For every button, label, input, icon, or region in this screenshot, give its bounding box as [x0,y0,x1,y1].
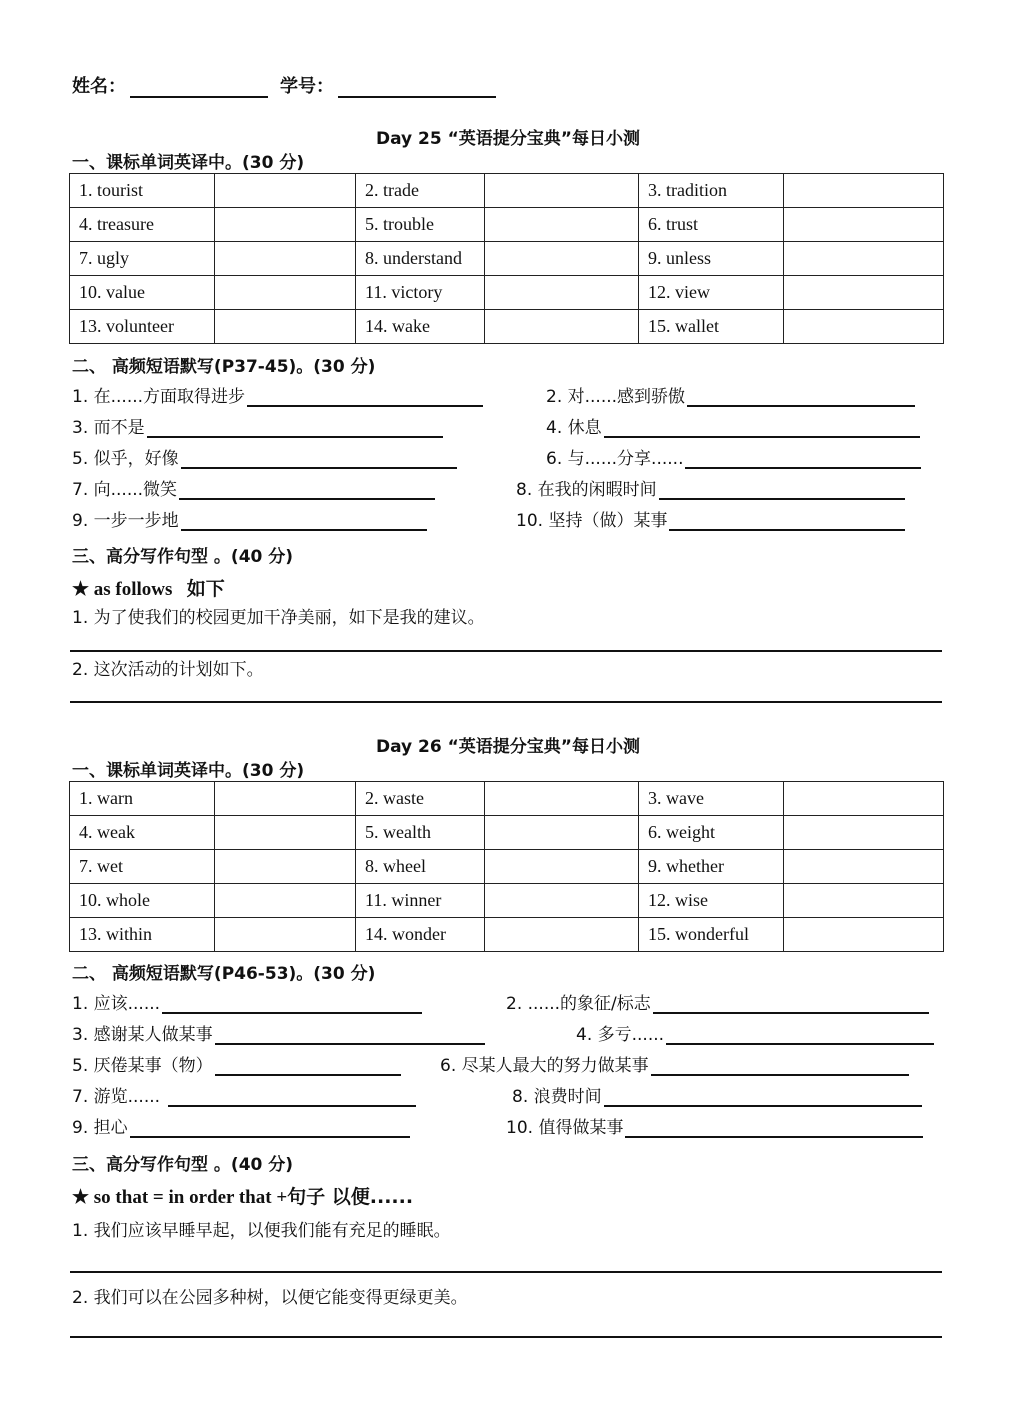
word-cell: 7. wet [70,850,215,884]
answer-cell[interactable] [784,174,944,208]
answer-cell[interactable] [485,782,639,816]
answer-blank[interactable] [685,445,921,469]
answer-cell[interactable] [215,242,356,276]
phrase-item [72,1050,401,1076]
word-cell: 13. volunteer [70,310,215,344]
answer-cell[interactable] [784,884,944,918]
answer-blank[interactable] [147,414,443,438]
answer-cell[interactable] [215,782,356,816]
answer-cell[interactable] [485,816,639,850]
answer-blank[interactable] [604,414,920,438]
answer-blank[interactable] [215,1052,401,1076]
table-row [70,242,944,276]
answer-cell[interactable] [485,276,639,310]
answer-cell[interactable] [784,782,944,816]
word-cell: 8. understand [356,242,485,276]
phrase-item [516,505,905,531]
phrase-item [546,381,915,407]
phrase-label: 3. 而不是 [72,418,145,438]
phrase-item [512,1081,922,1107]
day25-word-table [69,173,944,344]
phrase-item [72,443,457,469]
word-cell: 14. wonder [356,918,485,952]
answer-blank[interactable] [666,1021,934,1045]
answer-cell[interactable] [215,208,356,242]
day25-pattern [72,574,225,601]
answer-cell[interactable] [784,208,944,242]
answer-cell[interactable] [485,174,639,208]
answer-line[interactable] [70,1336,942,1338]
answer-cell[interactable] [784,310,944,344]
pattern-en: ★ so that = in order that + [72,1187,288,1208]
table-row [70,782,944,816]
answer-cell[interactable] [215,918,356,952]
word-cell: 4. treasure [70,208,215,242]
word-cell: 2. trade [356,174,485,208]
word-cell: 7. ugly [70,242,215,276]
phrase-item [72,474,435,500]
phrase-label: 10. 值得做某事 [506,1118,624,1138]
word-cell: 10. whole [70,884,215,918]
phrase-item [72,988,422,1014]
student-id-label: 学号： [280,76,334,97]
phrase-label: 2. 对......感到骄傲 [546,387,686,407]
word-cell: 10. value [70,276,215,310]
phrase-label: 1. 在......方面取得进步 [72,387,246,407]
answer-cell[interactable] [215,276,356,310]
answer-blank[interactable] [179,476,435,500]
phrase-item [506,988,929,1014]
student-info-header [72,72,506,98]
answer-blank[interactable] [168,1083,416,1107]
phrase-label: 4. 休息 [546,418,602,438]
answer-cell[interactable] [485,884,639,918]
word-cell: 3. wave [639,782,784,816]
day25-section1-title: 一、课标单词英译中。(30 分) [72,153,305,173]
phrase-item [440,1050,909,1076]
phrase-label: 10. 坚持（做）某事 [516,511,668,531]
day26-word-table [69,781,944,952]
answer-cell[interactable] [485,850,639,884]
answer-cell[interactable] [215,884,356,918]
answer-blank[interactable] [181,445,457,469]
day26-title: Day 26 “英语提分宝典”每日小测 [376,737,640,757]
pattern-cn: 如下 [186,578,225,600]
phrase-label: 6. 尽某人最大的努力做某事 [440,1056,649,1076]
answer-blank[interactable] [659,476,905,500]
student-id-blank[interactable] [338,76,496,98]
phrase-label: 1. 应该...... [72,994,161,1014]
answer-cell[interactable] [784,276,944,310]
phrase-label: 7. 游览...... [72,1087,161,1107]
phrase-item [72,412,443,438]
answer-blank[interactable] [625,1114,923,1138]
answer-cell[interactable] [485,242,639,276]
answer-blank[interactable] [130,1114,410,1138]
word-cell: 3. tradition [639,174,784,208]
phrase-item [72,1019,485,1045]
table-row [70,174,944,208]
phrase-label: 8. 浪费时间 [512,1087,602,1107]
answer-blank[interactable] [669,507,905,531]
phrase-label: 4. 多亏...... [576,1025,665,1045]
phrase-item [546,412,920,438]
table-row [70,310,944,344]
answer-cell[interactable] [215,816,356,850]
phrase-label: 2. ......的象征/标志 [506,994,651,1014]
phrase-item [506,1112,923,1138]
answer-blank[interactable] [162,990,422,1014]
phrase-label: 6. 与......分享...... [546,449,684,469]
word-cell: 5. trouble [356,208,485,242]
word-cell: 6. weight [639,816,784,850]
answer-line[interactable] [70,650,942,652]
word-cell: 11. victory [356,276,485,310]
word-cell: 1. tourist [70,174,215,208]
pattern-cn: 句子 以便...... [287,1186,414,1208]
word-cell: 15. wonderful [639,918,784,952]
phrase-item [72,381,483,407]
phrase-label: 7. 向......微笑 [72,480,178,500]
table-row [70,208,944,242]
day26-pattern [72,1182,413,1209]
day26-section3-title: 三、高分写作句型 。(40 分) [72,1155,294,1175]
answer-blank[interactable] [604,1083,922,1107]
phrase-label: 8. 在我的闲暇时间 [516,480,657,500]
phrase-item [72,505,427,531]
answer-blank[interactable] [653,990,929,1014]
answer-cell[interactable] [784,816,944,850]
word-cell: 9. unless [639,242,784,276]
word-cell: 14. wake [356,310,485,344]
phrase-label: 9. 一步一步地 [72,511,179,531]
phrase-item [546,443,921,469]
phrase-label: 9. 担心 [72,1118,128,1138]
answer-blank[interactable] [181,507,427,531]
phrase-label: 3. 感谢某人做某事 [72,1025,213,1045]
word-cell: 8. wheel [356,850,485,884]
answer-cell[interactable] [215,850,356,884]
phrase-item [516,474,905,500]
word-cell: 5. wealth [356,816,485,850]
answer-blank[interactable] [651,1052,909,1076]
word-cell: 2. waste [356,782,485,816]
answer-cell[interactable] [215,310,356,344]
phrase-label: 5. 似乎，好像 [72,449,179,469]
day26-section1-title: 一、课标单词英译中。(30 分) [72,761,305,781]
sentence-prompt: 2. 我们可以在公园多种树，以便它能变得更绿更美。 [72,1288,468,1308]
answer-cell[interactable] [784,242,944,276]
phrase-item [72,1081,416,1107]
word-cell: 9. whether [639,850,784,884]
day26-section2-title: 二、 高频短语默写(P46-53)。(30 分) [72,964,376,984]
answer-blank[interactable] [687,383,915,407]
phrase-item [72,1112,410,1138]
sentence-prompt: 1. 为了使我们的校园更加干净美丽，如下是我的建议。 [72,608,485,628]
word-cell: 1. warn [70,782,215,816]
table-row [70,816,944,850]
answer-cell[interactable] [485,918,639,952]
word-cell: 4. weak [70,816,215,850]
word-cell: 13. within [70,918,215,952]
day25-title: Day 25 “英语提分宝典”每日小测 [376,129,640,149]
table-row [70,918,944,952]
answer-cell[interactable] [485,310,639,344]
answer-cell[interactable] [215,174,356,208]
answer-cell[interactable] [784,850,944,884]
table-row [70,850,944,884]
day25-section3-title: 三、高分写作句型 。(40 分) [72,547,294,567]
day25-section2-title: 二、 高频短语默写(P37-45)。(30 分) [72,357,376,377]
answer-cell[interactable] [485,208,639,242]
pattern-en: ★ as follows [72,579,173,600]
table-row [70,276,944,310]
sentence-prompt: 2. 这次活动的计划如下。 [72,660,264,680]
table-row [70,884,944,918]
answer-line[interactable] [70,1271,942,1273]
answer-cell[interactable] [784,918,944,952]
word-cell: 15. wallet [639,310,784,344]
phrase-item [576,1019,934,1045]
word-cell: 11. winner [356,884,485,918]
answer-blank[interactable] [215,1021,485,1045]
sentence-prompt: 1. 我们应该早睡早起，以便我们能有充足的睡眠。 [72,1221,451,1241]
name-label: 姓名： [72,76,126,97]
answer-blank[interactable] [247,383,483,407]
word-cell: 6. trust [639,208,784,242]
word-cell: 12. view [639,276,784,310]
answer-line[interactable] [70,701,942,703]
name-blank[interactable] [130,76,268,98]
phrase-label: 5. 厌倦某事（物） [72,1056,213,1076]
word-cell: 12. wise [639,884,784,918]
